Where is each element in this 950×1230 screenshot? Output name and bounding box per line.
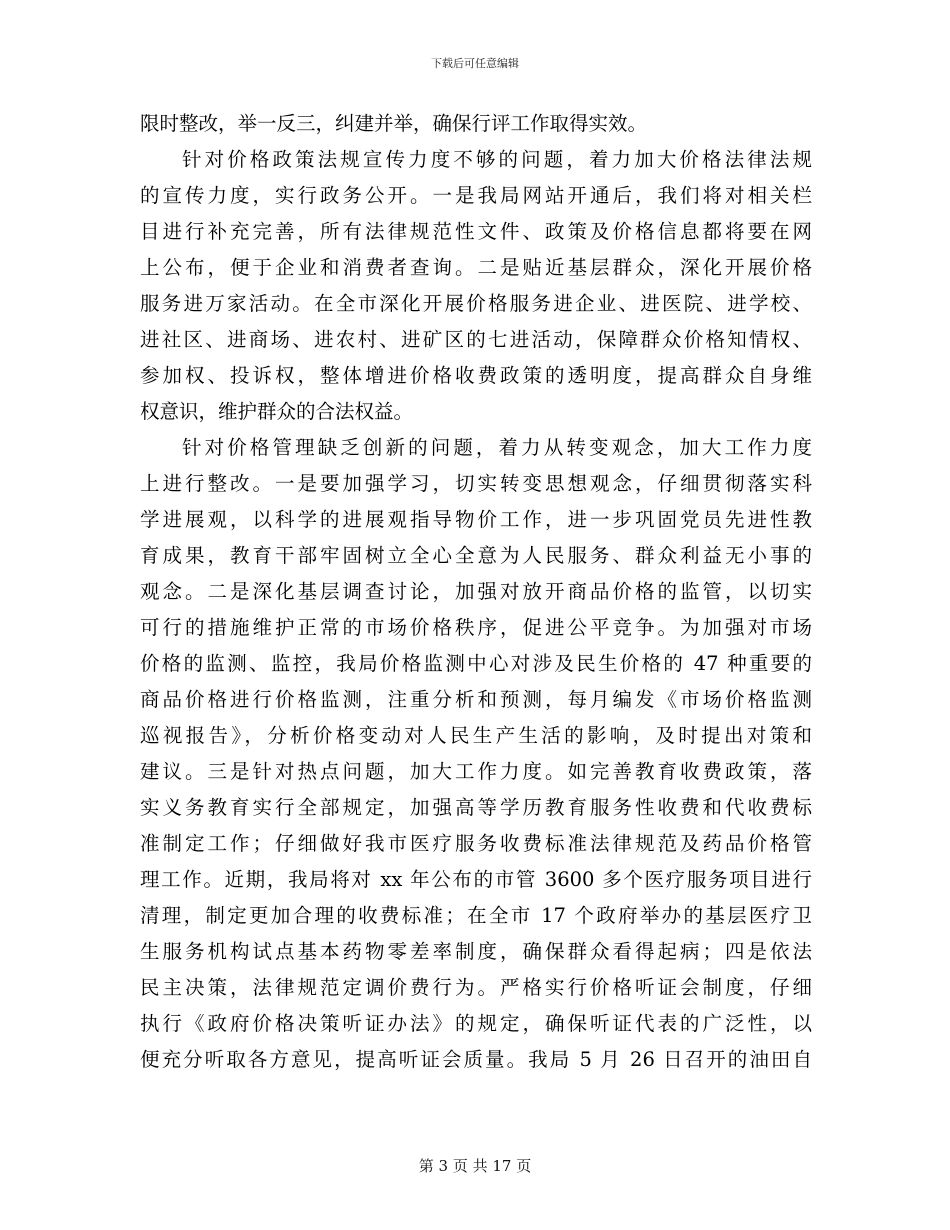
paragraph-line: 巡视报告》，分析价格变动对人民生产生活的影响，及时提出对策和 — [140, 724, 812, 747]
paragraph-line: 清理，制定更加合理的收费标准；在全市 17 个政府举办的基层医疗卫 — [140, 904, 812, 927]
paragraph-line: 育成果，教育干部牢固树立全心全意为人民服务、群众利益无小事的 — [140, 544, 812, 567]
page-number-footer: 第 3 页 共 17 页 — [418, 1157, 532, 1175]
paragraph-line: 实义务教育实行全部规定，加强高等学历教育服务性收费和代收费标 — [140, 796, 812, 819]
page-header-note: 下载后可任意编辑 — [431, 57, 519, 70]
paragraph-line: 权意识，维护群众的合法权益。 — [140, 400, 414, 423]
paragraph-line: 服务进万家活动。在全市深化开展价格服务进企业、进医院、进学校、 — [140, 292, 812, 315]
paragraph-line: 商品价格进行价格监测，注重分析和预测，每月编发《市场价格监测 — [140, 688, 812, 711]
paragraph-line: 目进行补充完善，所有法律规范性文件、政策及价格信息都将要在网 — [140, 220, 812, 243]
paragraph-line: 学进展观，以科学的进展观指导物价工作，进一步巩固党员先进性教 — [140, 508, 812, 531]
paragraph-line: 准制定工作；仔细做好我市医疗服务收费标准法律规范及药品价格管 — [140, 832, 812, 855]
paragraph-line: 观念。二是深化基层调查讨论，加强对放开商品价格的监管，以切实 — [140, 580, 812, 603]
paragraph-line: 可行的措施维护正常的市场价格秩序，促进公平竞争。为加强对市场 — [140, 616, 812, 639]
paragraph-line: 民主决策，法律规范定调价费行为。严格实行价格听证会制度，仔细 — [140, 976, 812, 999]
document-body — [140, 106, 812, 1078]
paragraph-line: 进社区、进商场、进农村、进矿区的七进活动，保障群众价格知情权、 — [140, 328, 812, 351]
paragraph-line: 理工作。近期，我局将对 xx 年公布的市管 3600 多个医疗服务项目进行 — [140, 868, 812, 891]
paragraph-line: 的宣传力度，实行政务公开。一是我局网站开通后，我们将对相关栏 — [140, 184, 812, 207]
paragraph-line: 上进行整改。一是要加强学习，切实转变思想观念，仔细贯彻落实科 — [140, 472, 812, 495]
paragraph-line: 参加权、投诉权，整体增进价格收费政策的透明度，提高群众自身维 — [140, 364, 812, 387]
paragraph-line: 限时整改，举一反三，纠建并举，确保行评工作取得实效。 — [140, 112, 648, 135]
paragraph-line: 针对价格政策法规宣传力度不够的问题，着力加大价格法律法规 — [182, 148, 812, 171]
paragraph-line: 上公布，便于企业和消费者查询。二是贴近基层群众，深化开展价格 — [140, 256, 812, 279]
paragraph-line: 便充分听取各方意见，提高听证会质量。我局 5 月 26 日召开的油田自 — [140, 1048, 812, 1071]
paragraph-line: 建议。三是针对热点问题，加大工作力度。如完善教育收费政策，落 — [140, 760, 812, 783]
paragraph-line: 生服务机构试点基本药物零差率制度，确保群众看得起病；四是依法 — [140, 940, 812, 963]
paragraph-line: 执行《政府价格决策听证办法》的规定，确保听证代表的广泛性，以 — [140, 1012, 812, 1035]
paragraph-line: 价格的监测、监控，我局价格监测中心对涉及民生价格的 47 种重要的 — [140, 652, 812, 675]
paragraph-line: 针对价格管理缺乏创新的问题，着力从转变观念，加大工作力度 — [182, 436, 812, 459]
